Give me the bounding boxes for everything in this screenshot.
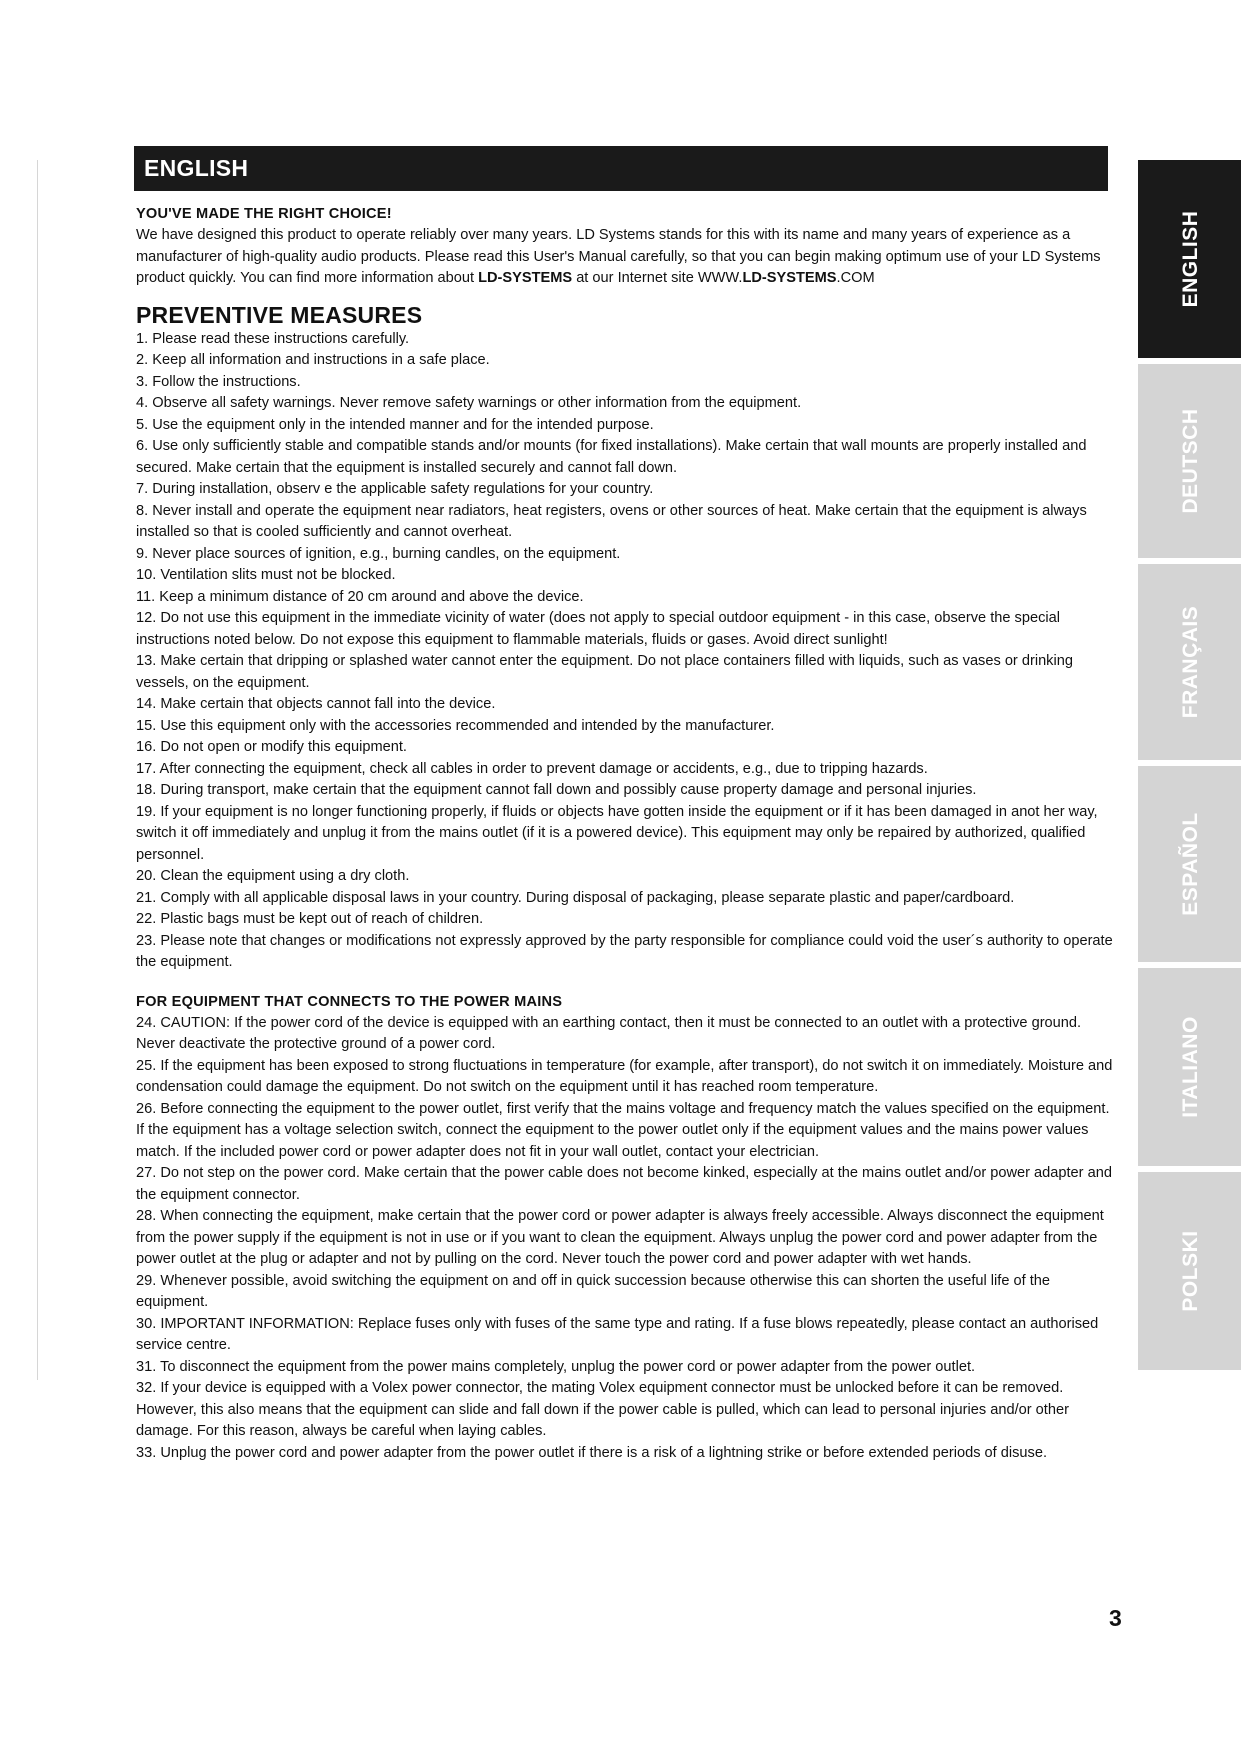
list-item: 5. Use the equipment only in the intended manner and for the intended purpose.	[136, 416, 654, 433]
list-item: 32. If your device is equipped with a Volex power connector, the mating Volex equipment connector must be unlocked before it can be removed. However, this also means that the equipment can slide and fall down if the power cable is pulled, which can lead to personal injuries and/or other damage. For this reason, always be careful when laying cables.	[136, 1380, 1069, 1439]
list-item: 11. Keep a minimum distance of 20 cm around and above the device.	[136, 588, 584, 605]
list-item: 28. When connecting the equipment, make certain that the power cord or power adapter is always freely accessible. Always disconnect the equipment from the power supply if the equipment is not in use or if you want to clean the equipment. Always unplug the power cord and power adapter from the power outlet at the plug or adapter and not by pulling on the cord. Never touch the power cord and power adapter with wet hands.	[136, 1208, 1104, 1267]
list-item: 18. During transport, make certain that the equipment cannot fall down and possibly cause property damage and personal injuries.	[136, 782, 977, 798]
tab-deutsch[interactable]	[1138, 364, 1241, 558]
list-item: 20. Clean the equipment using a dry cloth.	[136, 868, 410, 884]
list-item: 22. Plastic bags must be kept out of reach of children.	[136, 911, 484, 927]
intro-heading: YOU'VE MADE THE RIGHT CHOICE!	[136, 206, 392, 222]
tab-francais[interactable]	[1138, 564, 1241, 760]
list-item: 3. Follow the instructions.	[136, 373, 301, 390]
power-mains-list	[136, 1013, 1116, 1465]
list-item: 1. Please read these instructions carefully.	[136, 330, 410, 347]
list-item: 16. Do not open or modify this equipment.	[136, 739, 407, 755]
left-margin-rule	[37, 160, 38, 1380]
list-item: 7. During installation, observ e the applicable safety regulations for your country.	[136, 481, 654, 497]
list-item: 15. Use this equipment only with the accessories recommended and intended by the manufacturer.	[136, 717, 775, 734]
intro-text: We have designed this product to operate reliably over many years. LD Systems stands for this with its name and many years of experience as a manufacturer of high-quality audio products. Please read this User's Manual carefully, so that you can begin making optimum use of your LD Systems product quickly. You can find more information about	[136, 227, 1101, 286]
tab-espanol-label: ESPAÑOL	[1179, 812, 1202, 916]
main-content	[136, 204, 1116, 1464]
intro-paragraph	[136, 225, 1116, 290]
list-item: 21. Comply with all applicable disposal laws in your country. During disposal of packaging, please separate plastic and paper/cardboard.	[136, 889, 1015, 906]
list-item: 12. Do not use this equipment in the immediate vicinity of water (does not apply to special outdoor equipment - in this case, observe the special instructions noted below. Do not expose this equipment to flammable materials, fluids or gases. Avoid direct sunlight!	[136, 610, 1060, 648]
list-item: 31. To disconnect the equipment from the power mains completely, unplug the power cord or power adapter from the power outlet.	[136, 1358, 976, 1375]
list-item: 33. Unplug the power cord and power adapter from the power outlet if there is a risk of a lightning strike or before extended periods of disuse.	[136, 1444, 1048, 1461]
tab-english[interactable]	[1138, 160, 1241, 358]
list-item: 23. Please note that changes or modifications not expressly approved by the party responsible for compliance could void the user´s authority to operate the equipment.	[136, 932, 1113, 970]
list-item: 4. Observe all safety warnings. Never remove safety warnings or other information from the equipment.	[136, 395, 802, 411]
power-mains-heading: FOR EQUIPMENT THAT CONNECTS TO THE POWER MAINS	[136, 993, 563, 1010]
language-header-title: ENGLISH	[144, 155, 249, 181]
tab-francais-label: FRANÇAIS	[1179, 605, 1202, 719]
tab-deutsch-label: DEUTSCH	[1179, 408, 1202, 514]
list-item: 6. Use only sufficiently stable and compatible stands and/or mounts (for fixed installations). Make certain that wall mounts are properly installed and secured. Make certain that the equipment is installed securely and cannot fall down.	[136, 438, 1087, 476]
list-item: 17. After connecting the equipment, check all cables in order to prevent damage or accidents, e.g., due to tripping hazards.	[136, 760, 928, 777]
list-item: 25. If the equipment has been exposed to strong fluctuations in temperature (for example, after transport), do not switch it on immediately. Moisture and condensation could damage the equipment. Do not switch on the equipment until it has reached room temperature.	[136, 1057, 1113, 1095]
list-item: 24. CAUTION: If the power cord of the device is equipped with an earthing contact, then it must be connected to an outlet with a protective ground. Never deactivate the protective ground of a power cord.	[136, 1014, 1082, 1052]
intro-text-middle: at our Internet site WWW.	[572, 270, 743, 286]
list-item: 26. Before connecting the equipment to the power outlet, first verify that the mains voltage and frequency match the values specified on the equipment. If the equipment has a voltage selection switch, connect the equipment to the power outlet only if the equipment values and the mains power values match. If the included power cord or power adapter does not fit in your wall outlet, contact your electrician.	[136, 1100, 1110, 1160]
preventive-measures-list	[136, 329, 1116, 974]
page-number: 3	[1109, 1605, 1122, 1631]
list-item: 14. Make certain that objects cannot fall into the device.	[136, 696, 496, 712]
tab-italiano-label: ITALIANO	[1179, 1016, 1202, 1118]
tab-espanol[interactable]	[1138, 766, 1241, 962]
website-url-bold: LD-SYSTEMS	[742, 270, 837, 286]
list-item: 29. Whenever possible, avoid switching the equipment on and off in quick succession because otherwise this can shorten the useful life of the equipment.	[136, 1272, 1051, 1310]
tab-english-label: ENGLISH	[1179, 210, 1202, 308]
language-header-bar	[134, 146, 1108, 191]
tab-italiano[interactable]	[1138, 968, 1241, 1166]
tab-polski[interactable]	[1138, 1172, 1241, 1370]
website-url-end: .COM	[836, 270, 875, 286]
list-item: 10. Ventilation slits must not be blocked.	[136, 567, 396, 583]
preventive-measures-heading: PREVENTIVE MEASURES	[136, 301, 423, 328]
list-item: 2. Keep all information and instructions in a safe place.	[136, 352, 490, 368]
language-tabs	[1138, 160, 1241, 1380]
list-item: 30. IMPORTANT INFORMATION: Replace fuses only with fuses of the same type and rating. If a fuse blows repeatedly, please contact an authorised service centre.	[136, 1315, 1099, 1353]
brand-name: LD-SYSTEMS	[478, 270, 573, 286]
tab-polski-label: POLSKI	[1179, 1230, 1202, 1312]
list-item: 27. Do not step on the power cord. Make certain that the power cable does not become kinked, especially at the mains outlet and/or power adapter and the equipment connector.	[136, 1165, 1112, 1203]
list-item: 8. Never install and operate the equipment near radiators, heat registers, ovens or other sources of heat. Make certain that the equipment is always installed so that is cooled sufficiently and cannot overheat.	[136, 502, 1087, 540]
list-item: 19. If your equipment is no longer functioning properly, if fluids or objects have gotten inside the equipment or if it has been damaged in anot her way, switch it off immediately and unplug it from the mains outlet (if it is a powered device). This equipment may only be repaired by authorized, qualified personnel.	[136, 803, 1098, 863]
list-item: 13. Make certain that dripping or splashed water cannot enter the equipment. Do not place containers filled with liquids, such as vases or drinking vessels, on the equipment.	[136, 653, 1073, 691]
list-item: 9. Never place sources of ignition, e.g., burning candles, on the equipment.	[136, 545, 621, 562]
